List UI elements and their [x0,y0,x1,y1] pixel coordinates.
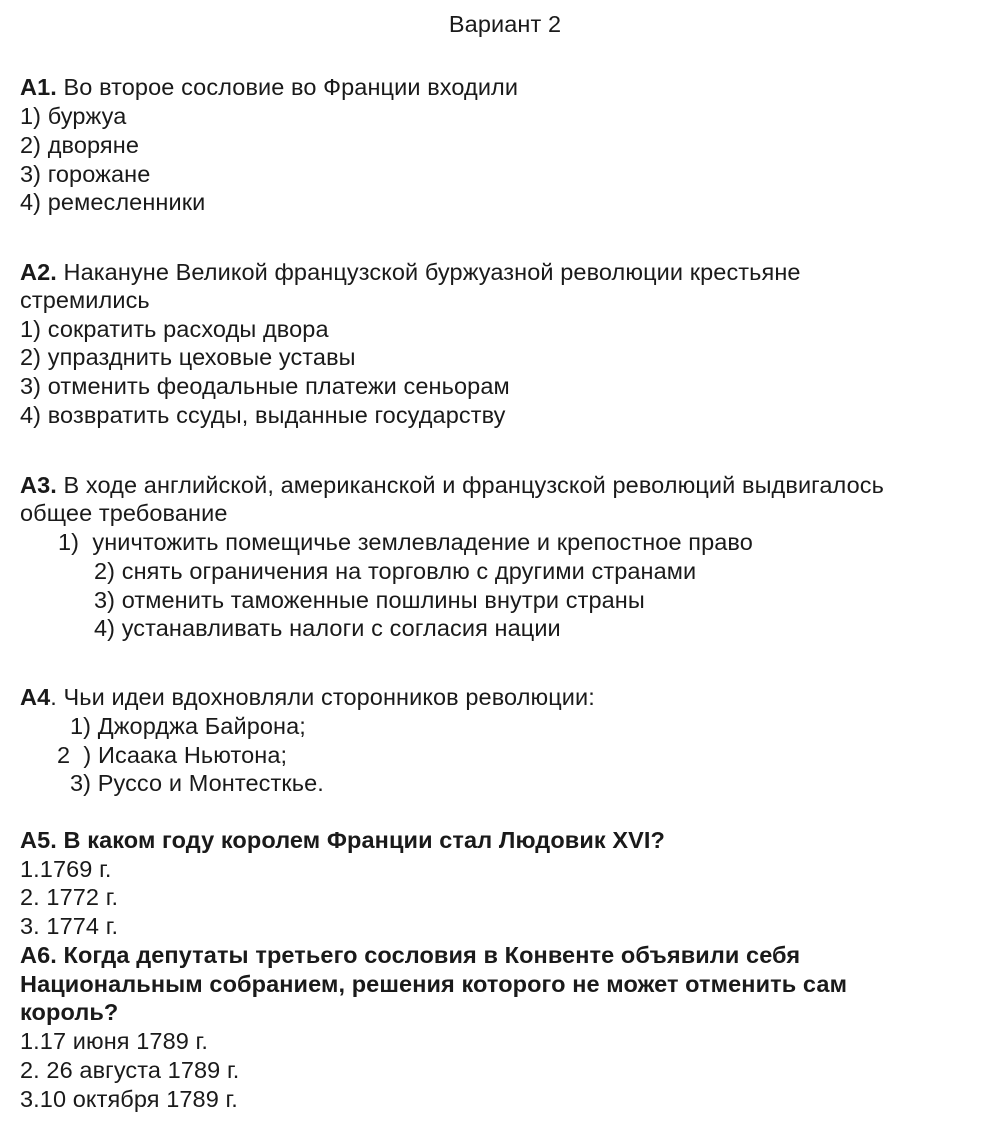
q1-option-1: 1) буржуа [20,103,127,129]
question-a4-text: . Чьи идеи вдохновляли сторонников революции: [50,684,595,710]
question-a1 [20,73,518,102]
question-a2-text-line1: Накануне Великой французской буржуазной революции крестьяне [63,259,801,285]
q1-option-2: 2) дворяне [20,132,140,158]
question-a6-text-line2: Национальным собранием, решения которого не может отменить сам [20,971,848,997]
question-a4-label: А4 [20,684,51,710]
q4-option-3: 3) Руссо и Монтесткье. [70,770,324,796]
question-a1-text: Во второе сословие во Франции входили [63,74,519,100]
q2-option-4: 4) возвратить ссуды, выданные государству [20,402,506,428]
question-a3-text-line2: общее требование [20,500,228,526]
question-a6-text-line3: король? [20,999,119,1025]
question-a3 [20,471,884,500]
q6-option-1: 1.17 июня 1789 г. [20,1028,208,1054]
question-a2-text-line2: стремились [20,287,150,313]
q2-option-2: 2) упразднить цеховые уставы [20,344,356,370]
question-a3-text-line1: В ходе английской, американской и французской революций выдвигалось [63,472,884,498]
q5-option-3: 3. 1774 г. [20,913,119,939]
question-a5 [20,826,665,855]
question-a2 [20,258,801,287]
q5-option-2: 2. 1772 г. [20,884,119,910]
q4-option-2: 2 ) Исаака Ньютона; [57,742,288,768]
q2-option-3: 3) отменить феодальные платежи сеньорам [20,373,510,399]
q5-option-1: 1.1769 г. [20,856,112,882]
q1-option-3: 3) горожане [20,161,151,187]
q3-option-1: 1) уничтожить помещичье землевладение и крепостное право [58,529,753,555]
question-a5-text: В каком году королем Франции стал Людовик XVI? [63,827,665,853]
question-a5-label: А5. [20,827,57,853]
question-a1-label: А1. [20,74,57,100]
q4-option-1: 1) Джорджа Байрона; [70,713,306,739]
q2-option-1: 1) сократить расходы двора [20,316,329,342]
question-a6 [20,941,800,970]
question-a6-label: А6. [20,942,57,968]
q1-option-4: 4) ремесленники [20,189,206,215]
page-title: Вариант 2 [448,11,562,37]
question-a3-label: А3. [20,472,57,498]
question-a4 [20,683,595,712]
question-a2-label: А2. [20,259,57,285]
q3-option-2: 2) снять ограничения на торговлю с другими странами [94,558,697,584]
q3-option-3: 3) отменить таможенные пошлины внутри страны [94,587,645,613]
q6-option-3: 3.10 октября 1789 г. [20,1086,238,1112]
q6-option-2: 2. 26 августа 1789 г. [20,1057,240,1083]
q3-option-4: 4) устанавливать налоги с согласия нации [94,615,561,641]
question-a6-text-line1: Когда депутаты третьего сословия в Конвенте объявили себя [63,942,801,968]
